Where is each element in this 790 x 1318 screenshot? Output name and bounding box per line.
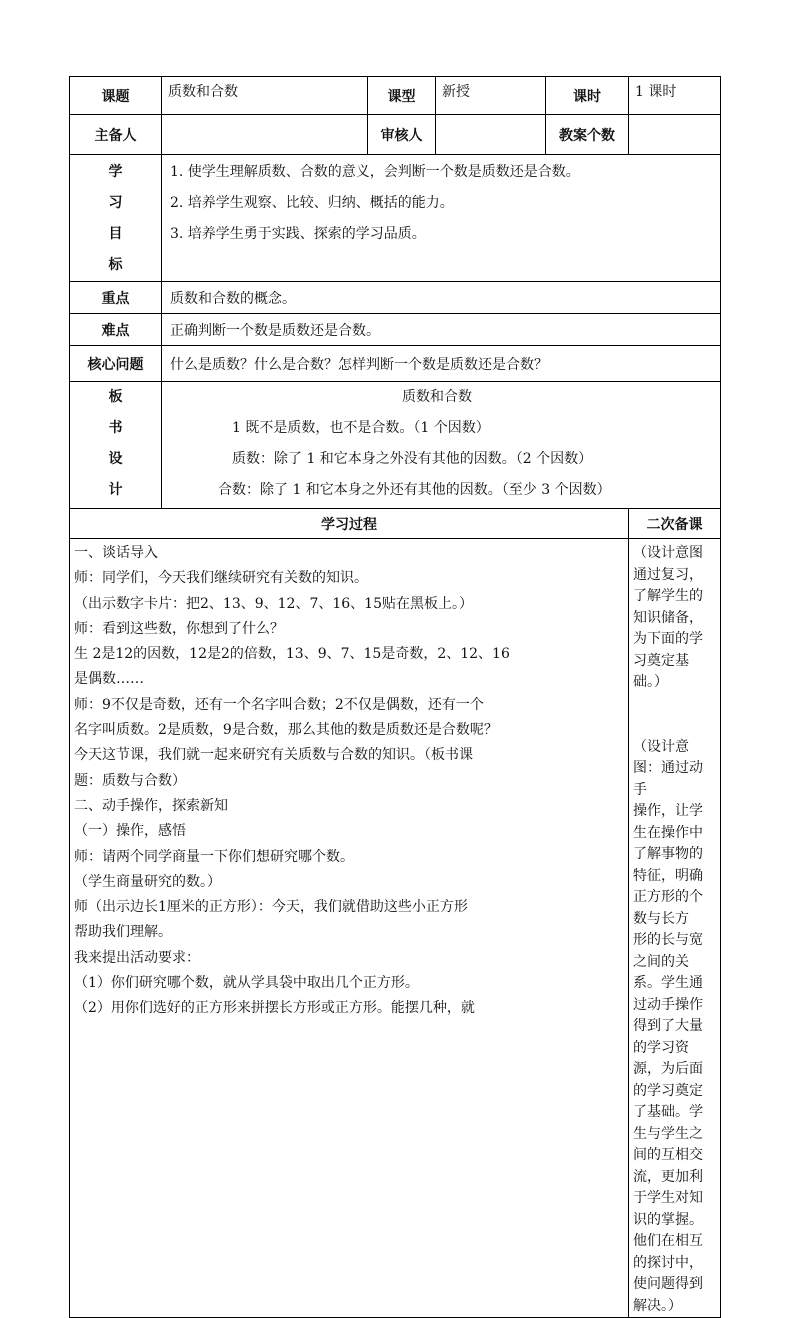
board-label-char: 书 <box>108 420 123 436</box>
objectives-label-char: 目 <box>108 226 123 242</box>
objectives-content <box>162 155 721 282</box>
hours-value: 1 课时 <box>629 77 721 115</box>
info-row-1 <box>70 77 721 115</box>
process-paragraph: 生 2是12的因数，12是2的倍数，13、9、7、15是奇数，2、12、16 <box>74 646 510 663</box>
revision-note-line: （设计意图：通过动手 <box>633 738 703 798</box>
process-paragraph: 帮助我们理解。 <box>74 924 172 941</box>
hours-label: 课时 <box>546 77 629 115</box>
revision-note-line: 为下面的学习奠定基 <box>633 631 703 669</box>
key-point-row <box>70 282 721 314</box>
board-label-char: 板 <box>108 389 123 405</box>
difficulty-label: 难点 <box>70 314 162 346</box>
process-paragraph: 二、动手操作，探索新知 <box>74 797 228 814</box>
key-point-text: 质数和合数的概念。 <box>162 282 721 314</box>
revision-note-line: 操作，让学生在操作中 <box>633 803 703 841</box>
process-paragraph: 师：看到这些数，你想到了什么？ <box>74 620 284 637</box>
board-label-char: 计 <box>108 482 123 498</box>
objective-item: 3. 培养学生勇于实践、探索的学习品质。 <box>170 226 426 242</box>
lesson-plan-sheet <box>69 76 720 1314</box>
revision-note-line: 了解学生的知识储备， <box>633 588 703 626</box>
preparer-label: 主备人 <box>70 115 162 155</box>
revision-note-line <box>633 715 716 737</box>
process-paragraph: 题：质数与合数） <box>74 772 186 789</box>
objectives-label-char: 标 <box>108 257 123 273</box>
revision-note-line: 源，为后面的学习奠定 <box>633 1061 703 1099</box>
process-paragraph: 一、谈话导入 <box>74 545 158 561</box>
type-value: 新授 <box>436 77 546 115</box>
objectives-label <box>70 155 162 282</box>
process-header-row <box>70 509 721 539</box>
revision-note-line: 正方形的个数与长方 <box>633 889 703 927</box>
difficulty-text: 正确判断一个数是质数还是合数。 <box>162 314 721 346</box>
revision-note-line <box>633 694 716 716</box>
objectives-row <box>70 155 721 282</box>
revision-notes <box>629 539 721 1318</box>
revision-note-line: 形的长与宽之间的关 <box>633 932 703 970</box>
revision-note-line: （设计意图 通过复习， <box>633 545 703 583</box>
board-label-char: 设 <box>108 451 123 467</box>
process-body-row <box>70 539 721 1318</box>
revision-note-line: 了解事物的特征，明确 <box>633 846 703 884</box>
topic-value: 质数和合数 <box>162 77 368 115</box>
type-label: 课型 <box>368 77 436 115</box>
process-paragraph: （2）用你们选好的正方形来拼摆长方形或正方形。能摆几种，就 <box>74 1000 475 1017</box>
board-design-content <box>162 382 721 509</box>
objective-item: 2. 培养学生观察、比较、归纳、概括的能力。 <box>170 195 454 211</box>
process-paragraph: （一）操作，感悟 <box>74 823 186 840</box>
board-design-label <box>70 382 162 509</box>
topic-label: 课题 <box>70 77 162 115</box>
process-paragraph: （学生商量研究的数。） <box>74 873 221 890</box>
count-value <box>629 115 721 155</box>
objective-item: 1. 使学生理解质数、合数的意义，会判断一个数是质数还是合数。 <box>170 164 580 180</box>
revision-note-line: 础。） <box>633 674 668 690</box>
info-row-2 <box>70 115 721 155</box>
revision-note-line: 系。学生通过动手操作 <box>633 975 703 1013</box>
process-paragraph: 师：同学们，今天我们继续研究有关数的知识。 <box>74 570 368 587</box>
process-paragraph: 名字叫质数。2是质数，9是合数，那么其他的数是质数还是合数呢？ <box>74 722 498 739</box>
board-design-row <box>70 382 721 509</box>
process-paragraph: 师：请两个同学商量一下你们想研究哪个数。 <box>74 848 354 865</box>
revision-note-line: 于学生对知识的掌握。 <box>633 1190 703 1228</box>
revision-note-line: 得到了大量的学习资 <box>633 1018 703 1056</box>
board-line: 1 既不是质数，也不是合数。（1 个因数） <box>232 420 490 436</box>
process-paragraph: 今天这节课，我们就一起来研究有关质数与合数的知识。（板书课 <box>74 747 473 764</box>
objectives-label-char: 学 <box>108 164 123 180</box>
reviewer-label: 审核人 <box>368 115 436 155</box>
process-paragraph: （1）你们研究哪个数，就从学具袋中取出几个正方形。 <box>74 975 419 992</box>
core-question-row <box>70 346 721 382</box>
lesson-plan-table <box>69 76 721 1318</box>
process-paragraph: 我来提出活动要求： <box>74 949 200 966</box>
revision-note-line: 他们在相互的探讨中， <box>633 1233 703 1271</box>
revision-note-line: 了基础。学生与学生之 <box>633 1104 703 1142</box>
process-paragraph: 是偶数…… <box>74 671 144 688</box>
board-line: 合数：除了 1 和它本身之外还有其他的因数。（至少 3 个因数） <box>218 482 611 498</box>
board-line: 质数：除了 1 和它本身之外没有其他的因数。（2 个因数） <box>232 451 593 467</box>
process-paragraph: （出示数字卡片：把2、13、9、12、7、16、15贴在黑板上。） <box>74 595 473 612</box>
process-content <box>70 539 629 1318</box>
difficulty-row <box>70 314 721 346</box>
preparer-value <box>162 115 368 155</box>
process-paragraph: 师：9不仅是奇数，还有一个名字叫合数；2不仅是偶数，还有一个 <box>74 696 484 713</box>
count-label: 教案个数 <box>546 115 629 155</box>
board-title: 质数和合数 <box>402 389 472 405</box>
revision-note-line: 间的互相交流，更加利 <box>633 1147 703 1185</box>
core-question-text: 什么是质数？什么是合数？怎样判断一个数是质数还是合数？ <box>162 346 721 382</box>
process-header: 学习过程 <box>70 509 629 539</box>
revision-header: 二次备课 <box>629 509 721 539</box>
revision-note-line: 使问题得到解决。） <box>633 1276 703 1314</box>
process-paragraph: 师（出示边长1厘米的正方形）：今天，我们就借助这些小正方形 <box>74 899 468 916</box>
core-question-label: 核心问题 <box>70 346 162 382</box>
objectives-label-char: 习 <box>108 195 123 211</box>
reviewer-value <box>436 115 546 155</box>
key-point-label: 重点 <box>70 282 162 314</box>
